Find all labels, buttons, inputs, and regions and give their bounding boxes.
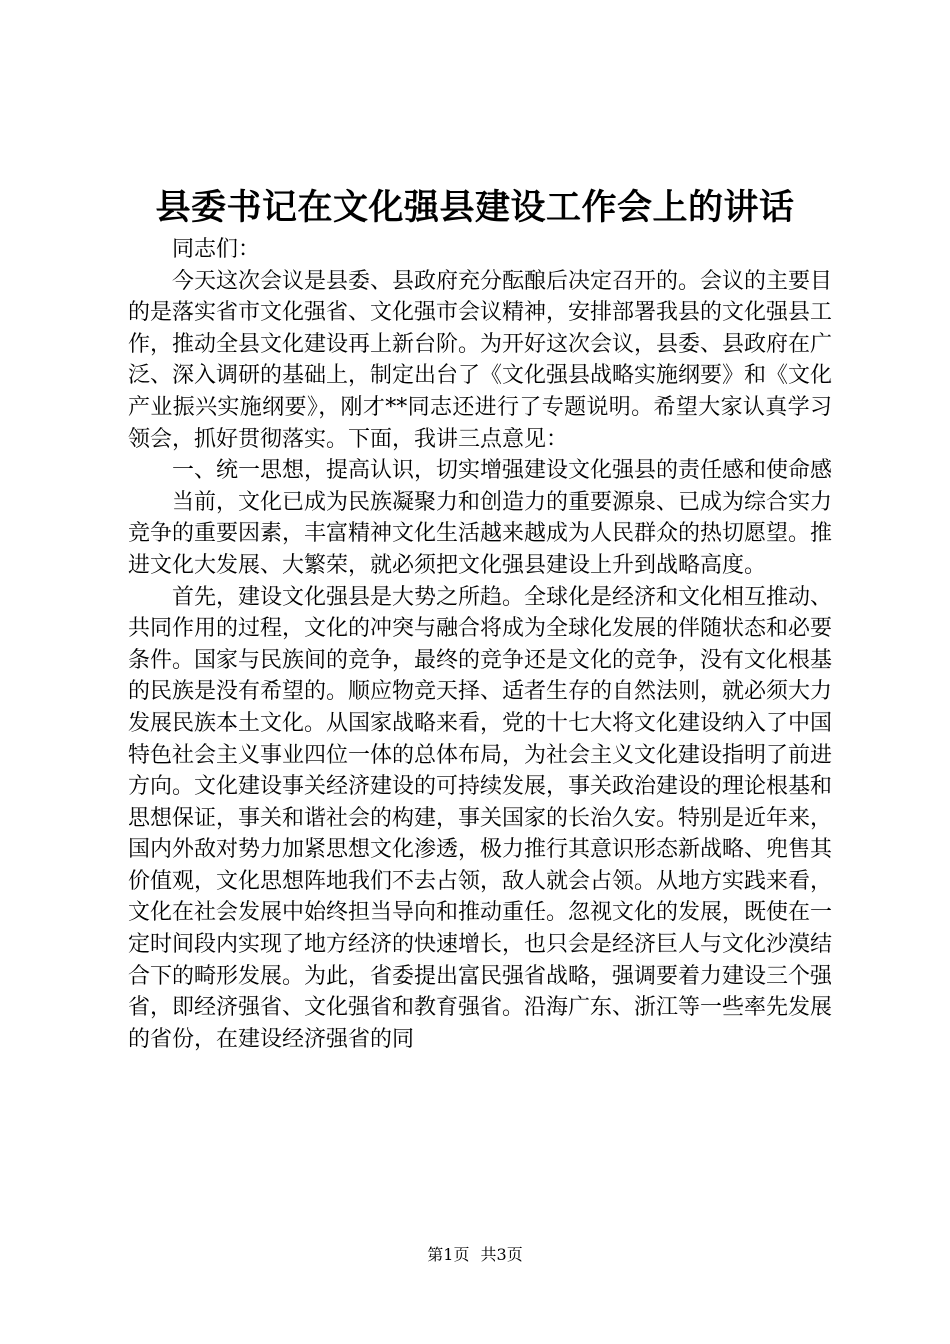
salutation-paragraph: 同志们： [172,237,261,262]
section-heading: 一、统一思想，提高认识，切实增强建设文化强县的责任感和使命感 [172,458,833,484]
document-title: 县委书记在文化强县建设工作会上的讲话 [155,187,795,228]
body-paragraph: 首先，建设文化强县是大势之所趋。全球化是经济和文化相互推动、共同作用的过程，文化的冲突与融合将成为全球化发展的伴随状态和必要条件。国家与民族间的竞争，最终的竞争还是文化的竞争，没有文化根基的民族是没有希望的。顺应物竞天择、适者生存的自然法则，就必须大力发展民族本土文化。从国家战略来看，党的十七大将文化建设纳入了中国特色社会主义事业四位一体的总体布局，为社会主义文化建设指明了前进方向。文化建设事关经济建设的可持续发展，事关政治建设的理论根基和思想保证，事关和谐社会的构建，事关国家的长治久安。特别是近年来，国内外敌对势力加紧思想文化渗透，极力推行其意识形态新战略、兜售其价值观，文化思想阵地我们不去占领，敌人就会占领。从地方实践来看，文化在社会发展中始终担当导向和推动重任。忽视文化的发展，既使在一定时间段内实现了地方经济的快速增长，也只会是经济巨人与文化沙漠结合下的畸形发展。为此，省委提出富民强省战略，强调要着力建设三个强省，即经济强省、文化强省和教育强省。沿海广东、浙江等一些率先发展的省份，在建设经济强省的同 [128,584,833,1052]
page-total: 共3页 [480,1245,523,1264]
page-footer [0,1244,950,1266]
body-paragraph: 今天这次会议是县委、县政府充分酝酿后决定召开的。会议的主要目的是落实省市文化强省、文化强市会议精神，安排部署我县的文化强县工作，推动全县文化建设再上新台阶。为开好这次会议，县委、县政府在广泛、深入调研的基础上，制定出台了《文化强县战略实施纲要》和《文化产业振兴实施纲要》，刚才**同志还进行了专题说明。希望大家认真学习领会，抓好贯彻落实。下面，我讲三点意见： [128,268,833,452]
page-number: 第1页 [427,1245,470,1264]
body-paragraph: 当前，文化已成为民族凝聚力和创造力的重要源泉、已成为综合实力竞争的重要因素，丰富精神文化生活越来越成为人民群众的热切愿望。推进文化大发展、大繁荣，就必须把文化强县建设上升到战略高度。 [128,489,833,578]
document-body [128,234,832,1055]
